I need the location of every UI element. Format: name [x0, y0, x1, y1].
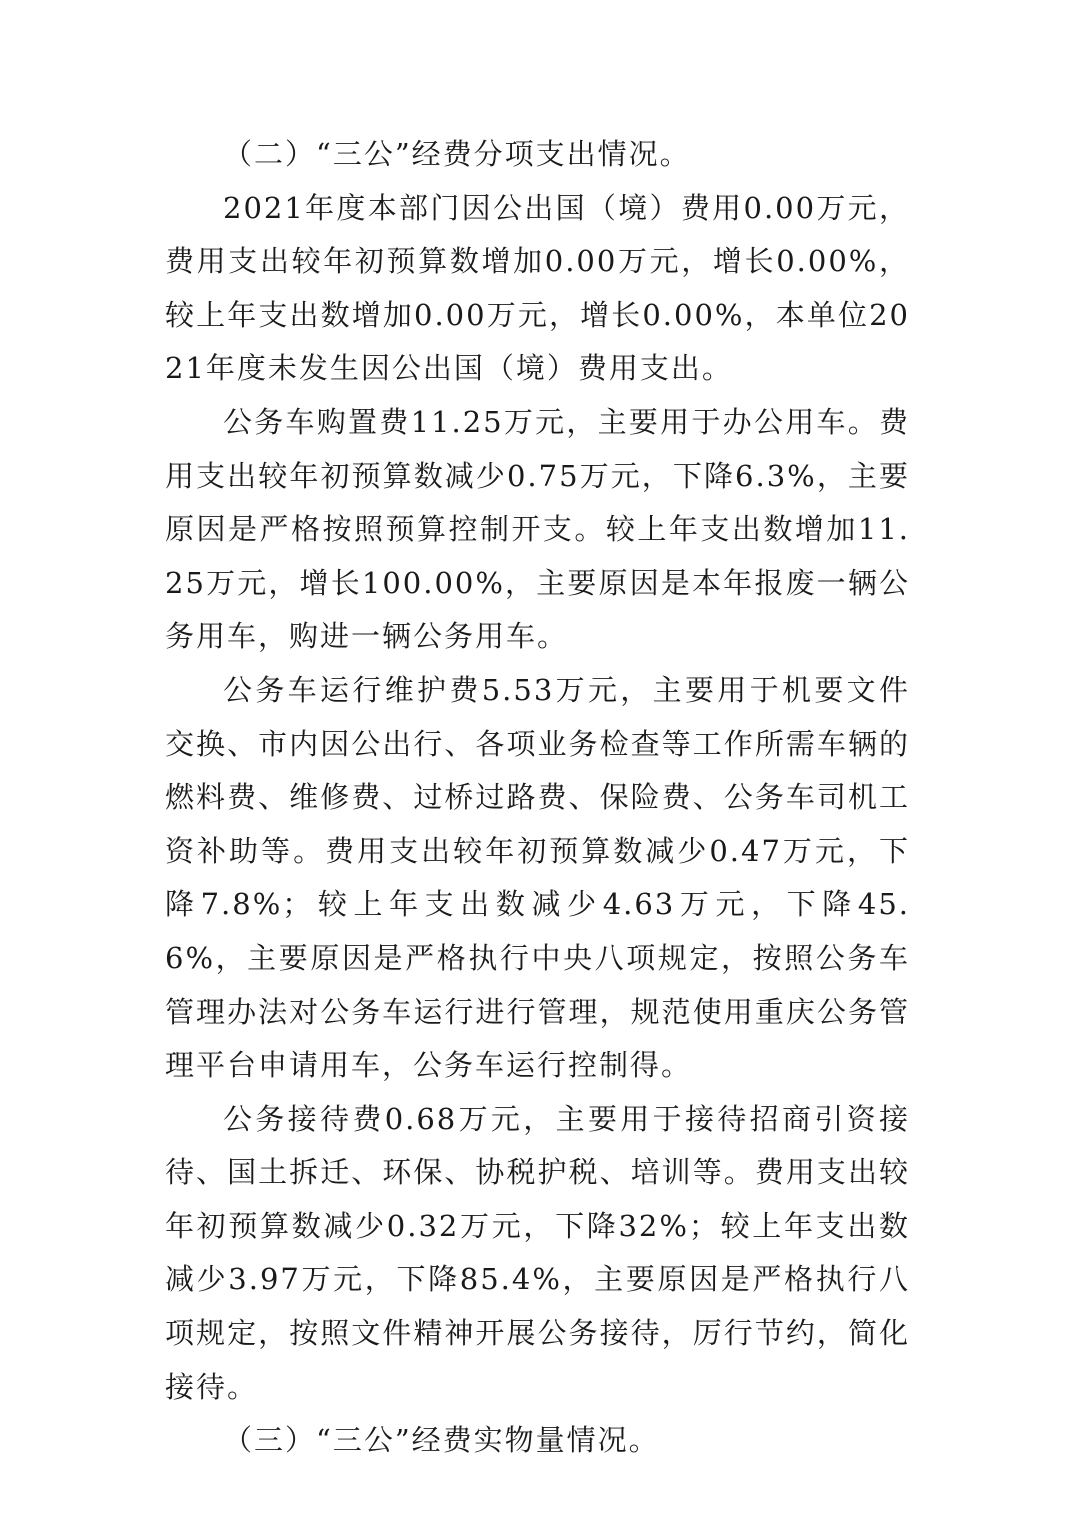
paragraph-vehicle-operation: 公务车运行维护费5.53万元，主要用于机要文件交换、市内因公出行、各项业务检查等工作所需车辆的燃料费、维修费、过桥过路费、保险费、公务车司机工资补助等。费用支出较年初预算数减少0.47万元，下降7.8%；较上年支出数减少4.63万元，下降45.6%，主要原因是严格执行中央八项规定，按照公务车管理办法对公务车运行进行管理，规范使用重庆公务管理平台申请用车，公务车运行控制得。 [165, 672, 910, 1083]
document-body [165, 128, 910, 1468]
paragraph-reception-expenses: 公务接待费0.68万元，主要用于接待招商引资接待、国土拆迁、环保、协税护税、培训等。费用支出较年初预算数减少0.32万元，下降32%；较上年支出数减少3.97万元，下降85.4%，主要原因是严格执行八项规定，按照文件精神开展公务接待，厉行节约，简化接待。 [165, 1101, 910, 1404]
paragraph-abroad-expenses: 2021年度本部门因公出国（境）费用0.00万元，费用支出较年初预算数增加0.00万元，增长0.00%，较上年支出数增加0.00万元，增长0.00%，本单位2021年度未发生因公出国（境）费用支出。 [165, 190, 910, 386]
section-heading-2: （二）“三公”经费分项支出情况。 [223, 137, 691, 171]
paragraph-vehicle-purchase: 公务车购置费11.25万元，主要用于办公用车。费用支出较年初预算数减少0.75万元，下降6.3%，主要原因是严格按照预算控制开支。较上年支出数增加11.25万元，增长100.00%，主要原因是本年报废一辆公务用车，购进一辆公务用车。 [165, 404, 910, 654]
section-heading-3: （三）“三公”经费实物量情况。 [223, 1423, 660, 1458]
